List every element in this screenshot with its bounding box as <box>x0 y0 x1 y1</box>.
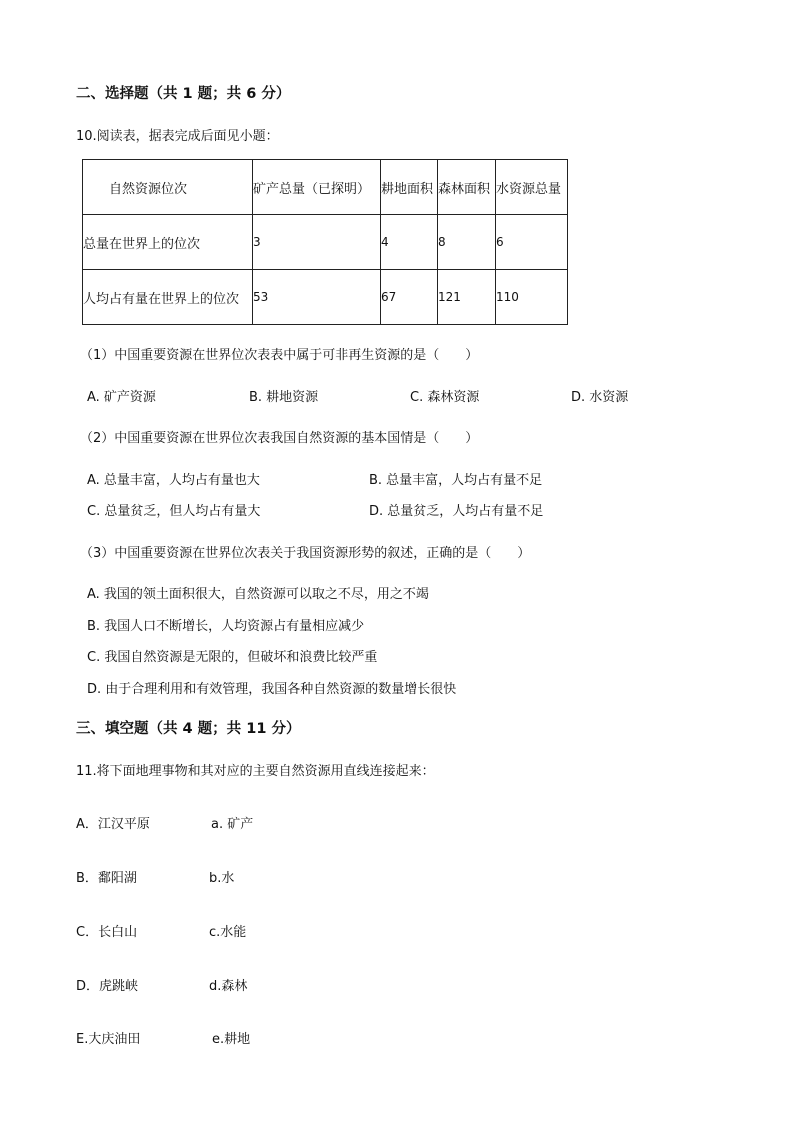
table-row-label: 人均占有量在世界上的位次 <box>83 270 253 325</box>
sub2-option-c[interactable]: C. 总量贫乏，但人均占有量大 <box>87 504 261 519</box>
table-cell: 53 <box>253 270 381 325</box>
sub1-option-b[interactable]: B. 耕地资源 <box>249 390 319 405</box>
match-right-item: e.耕地 <box>212 1032 251 1047</box>
match-right-item: a. 矿产 <box>211 817 254 832</box>
match-left-item: B．鄱阳湖 <box>76 871 137 886</box>
table-cell: 67 <box>381 270 438 325</box>
table-cell: 4 <box>381 215 438 270</box>
section-3-title: 三、填空题（共 4 题；共 11 分） <box>76 721 301 737</box>
table-row-label: 总量在世界上的位次 <box>83 215 253 270</box>
sub2-option-a[interactable]: A. 总量丰富，人均占有量也大 <box>87 473 260 488</box>
sub3-option-d[interactable]: D. 由于合理利用和有效管理，我国各种自然资源的数量增长很快 <box>87 682 457 697</box>
sub-question-2: （2）中国重要资源在世界位次表我国自然资源的基本国情是（ ） <box>80 431 479 446</box>
question-10-prompt: 10.阅读表，据表完成后面见小题： <box>76 129 279 144</box>
match-right-item: d.森林 <box>209 979 248 994</box>
table-row <box>83 270 568 325</box>
table-header-cell: 耕地面积 <box>381 160 438 215</box>
sub3-option-b[interactable]: B. 我国人口不断增长，人均资源占有量相应减少 <box>87 619 365 634</box>
resource-ranking-table <box>82 159 568 325</box>
table-header-cell: 森林面积 <box>438 160 496 215</box>
table-cell: 110 <box>496 270 568 325</box>
sub-question-1: （1）中国重要资源在世界位次表表中属于可非再生资源的是（ ） <box>80 348 479 363</box>
match-left-item: C．长白山 <box>76 925 138 940</box>
table-header-row <box>83 160 568 215</box>
sub1-option-d[interactable]: D. 水资源 <box>571 390 629 405</box>
sub1-option-a[interactable]: A. 矿产资源 <box>87 390 156 405</box>
table-cell: 121 <box>438 270 496 325</box>
section-2-title: 二、选择题（共 1 题；共 6 分） <box>76 86 291 102</box>
table-header-cell: 自然资源位次 <box>83 160 253 215</box>
table-cell: 8 <box>438 215 496 270</box>
question-11-prompt: 11.将下面地理事物和其对应的主要自然资源用直线连接起来： <box>76 764 435 779</box>
sub3-option-a[interactable]: A. 我国的领土面积很大，自然资源可以取之不尽，用之不竭 <box>87 587 429 602</box>
table-header-cell: 矿产总量（已探明） <box>253 160 381 215</box>
match-left-item: D．虎跳峡 <box>76 979 139 994</box>
match-right-item: c.水能 <box>209 925 247 940</box>
table-header-cell: 水资源总量 <box>496 160 568 215</box>
sub2-option-d[interactable]: D. 总量贫乏，人均占有量不足 <box>369 504 544 519</box>
sub1-option-c[interactable]: C. 森林资源 <box>410 390 480 405</box>
table-row <box>83 215 568 270</box>
table-cell: 6 <box>496 215 568 270</box>
match-left-item: A．江汉平原 <box>76 817 150 832</box>
match-right-item: b.水 <box>209 871 235 886</box>
sub-question-3: （3）中国重要资源在世界位次表关于我国资源形势的叙述，正确的是（ ） <box>80 546 531 561</box>
match-left-item: E.大庆油田 <box>76 1032 141 1047</box>
sub2-option-b[interactable]: B. 总量丰富，人均占有量不足 <box>369 473 543 488</box>
table-cell: 3 <box>253 215 381 270</box>
sub3-option-c[interactable]: C. 我国自然资源是无限的，但破坏和浪费比较严重 <box>87 650 378 665</box>
